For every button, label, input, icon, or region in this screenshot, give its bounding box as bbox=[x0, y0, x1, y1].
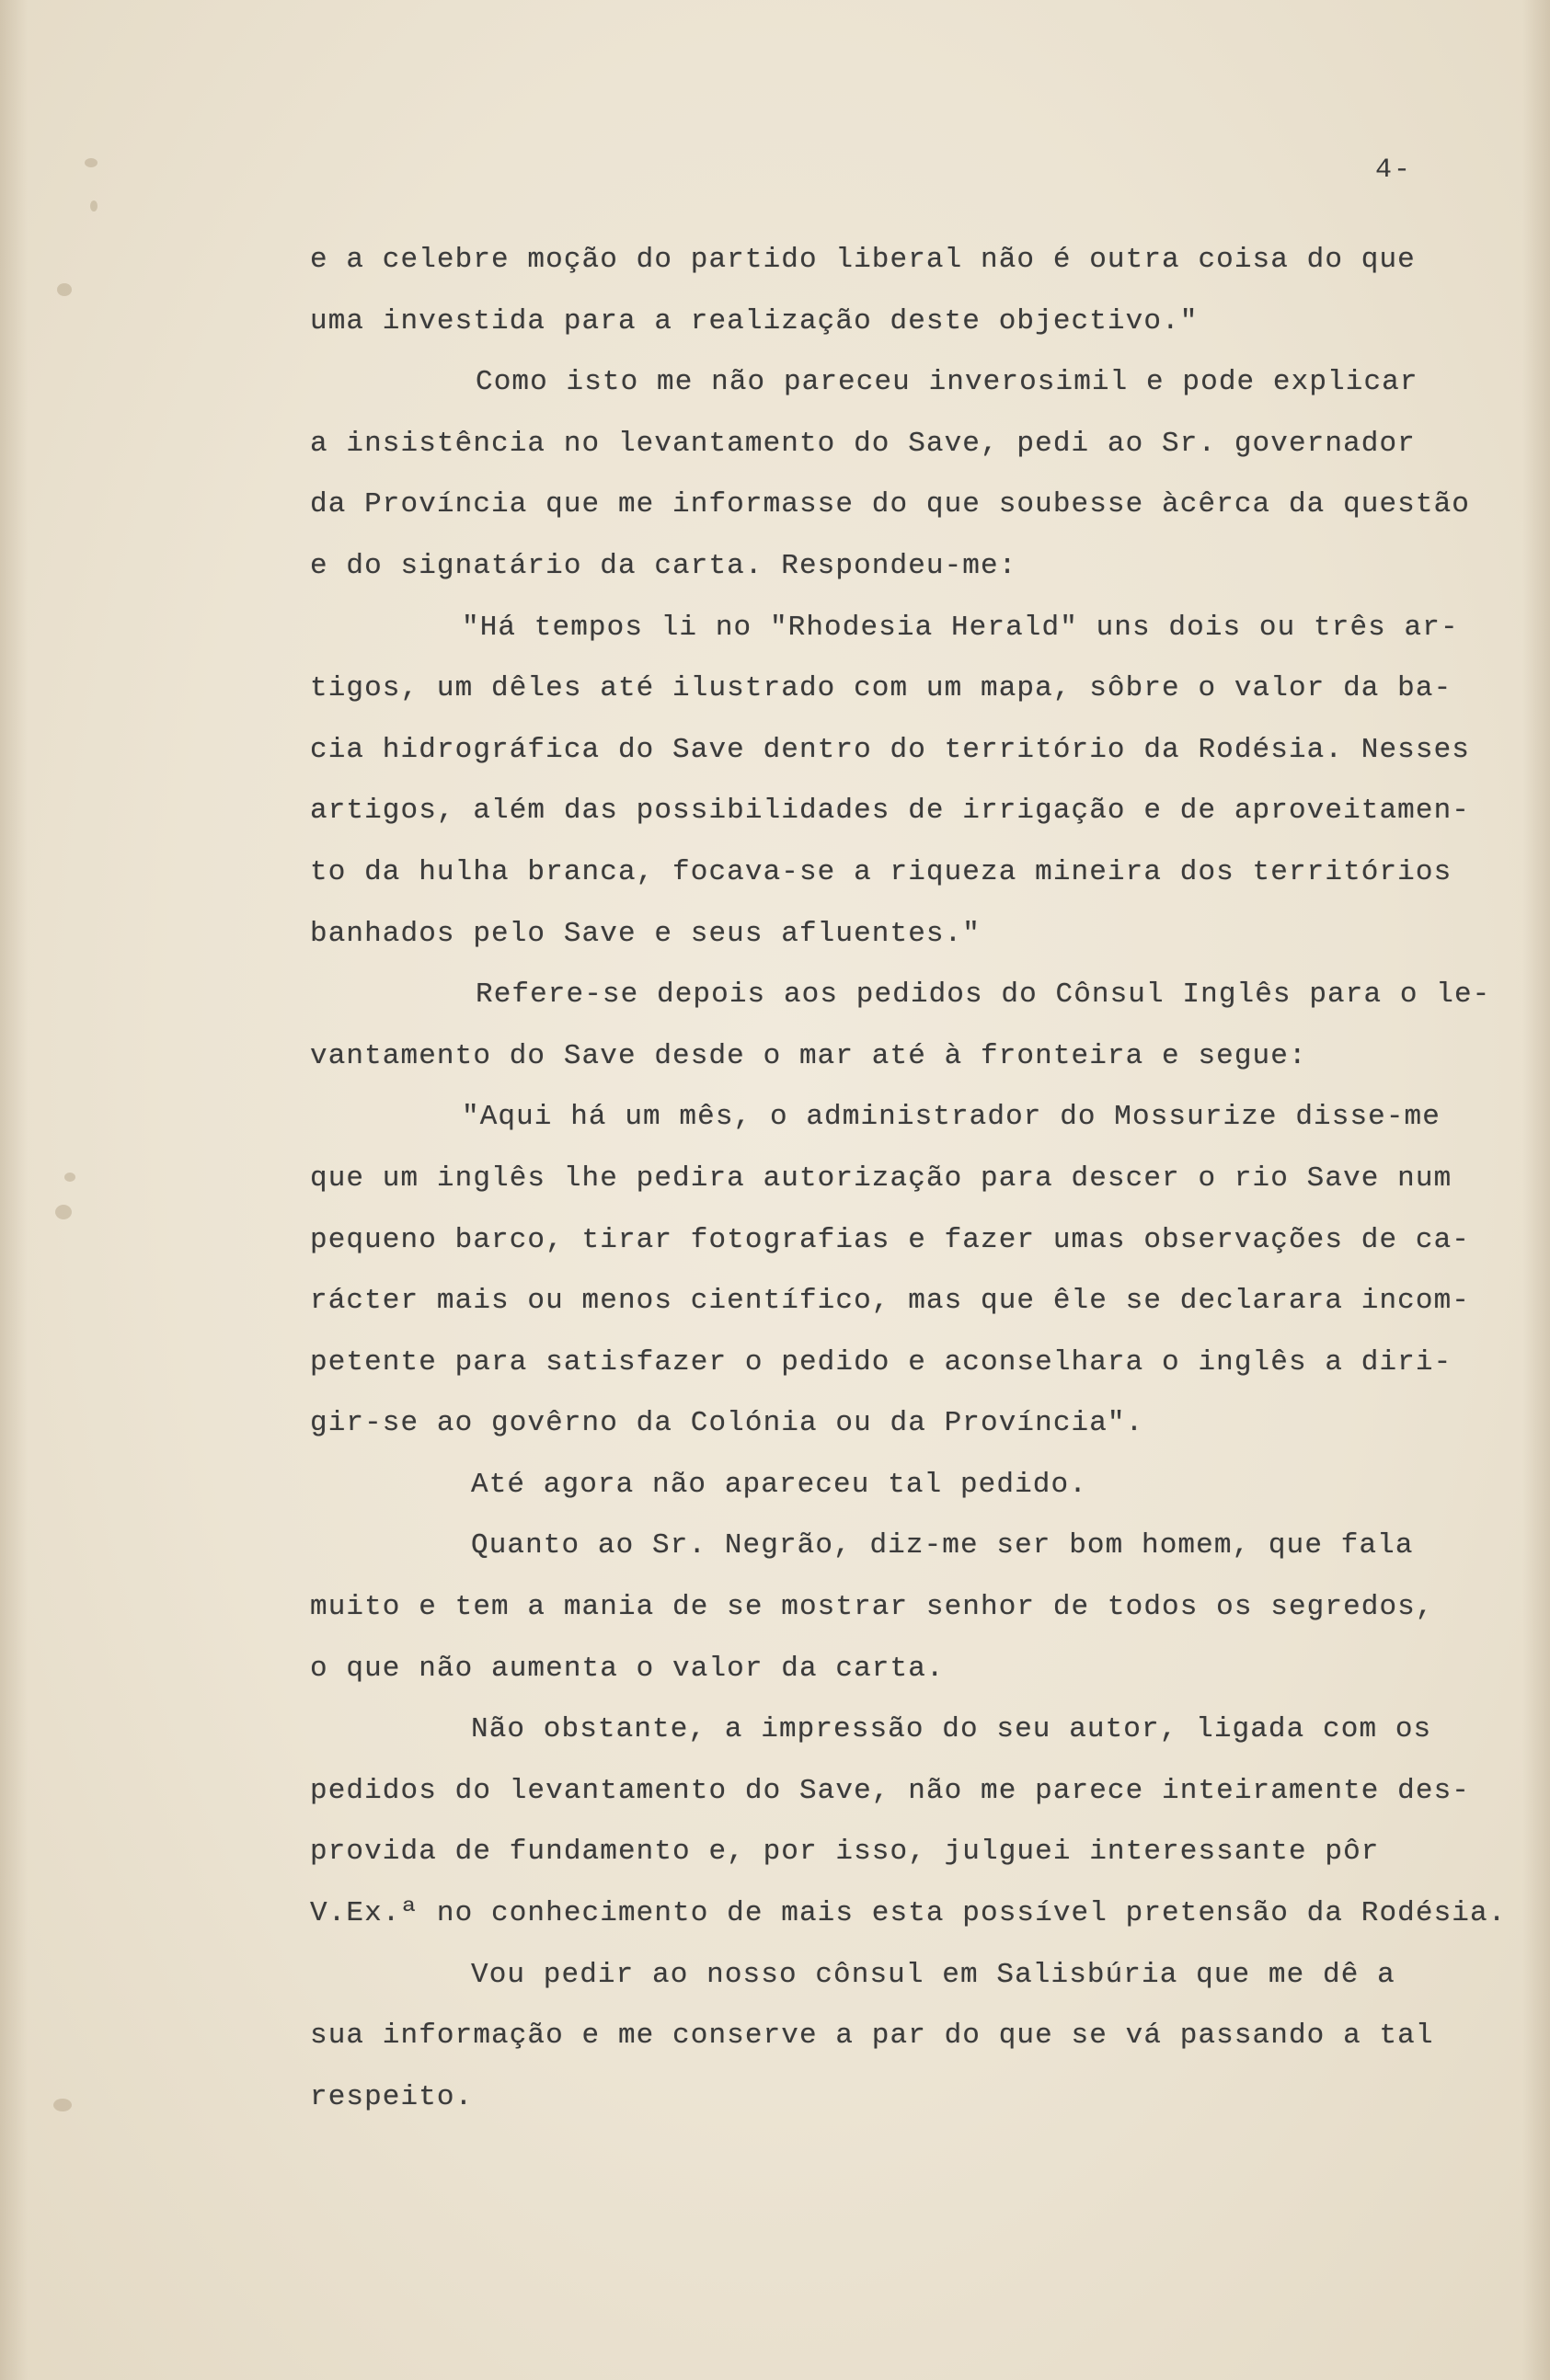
paper-stain bbox=[57, 283, 72, 296]
quote-line: banhados pelo Save e seus afluentes." bbox=[310, 917, 982, 950]
text-line: pedidos do levantamento do Save, não me parece inteiramente des- bbox=[310, 1774, 1470, 1807]
text-line: sua informação e me conserve a par do que se vá passando a tal bbox=[310, 2020, 1434, 2053]
paper-stain bbox=[64, 1173, 75, 1182]
text-line: da Província que me informasse do que soubesse àcêrca da questão bbox=[310, 488, 1470, 521]
text-line: o que não aumenta o valor da carta. bbox=[310, 1652, 945, 1685]
page-edge-left bbox=[0, 0, 28, 2380]
page-number: 4- bbox=[1375, 154, 1413, 186]
text-line: muito e tem a mania de se mostrar senhor de todos os segredos, bbox=[310, 1591, 1434, 1624]
text-line: a insistência no levantamento do Save, pedi ao Sr. governador bbox=[310, 427, 1416, 460]
quote-line: artigos, além das possibilidades de irrigação e de aproveitamen- bbox=[310, 795, 1470, 828]
quote-line: petente para satisfazer o pedido e aconselhara o inglês a diri- bbox=[310, 1345, 1452, 1379]
text-line: V.Ex.ª no conhecimento de mais esta possível pretensão da Rodésia. bbox=[310, 1897, 1507, 1930]
text-line: Até agora não apareceu tal pedido. bbox=[471, 1468, 1087, 1501]
quote-line: rácter mais ou menos científico, mas que êle se declarara incom- bbox=[310, 1285, 1470, 1318]
quote-line: cia hidrográfica do Save dentro do território da Rodésia. Nesses bbox=[310, 733, 1470, 766]
quote-line: gir-se ao govêrno da Colónia ou da Província". bbox=[310, 1407, 1144, 1440]
text-line: vantamento do Save desde o mar até à fronteira e segue: bbox=[310, 1039, 1307, 1072]
paper-stain bbox=[53, 2099, 72, 2111]
quote-line: "Aqui há um mês, o administrador do Mossurize disse-me bbox=[462, 1101, 1441, 1134]
quote-line: que um inglês lhe pedira autorização para descer o rio Save num bbox=[310, 1161, 1452, 1195]
quote-line: "Há tempos li no "Rhodesia Herald" uns dois ou três ar- bbox=[462, 611, 1459, 644]
text-line: respeito. bbox=[310, 2080, 474, 2113]
text-line: uma investida para a realização deste objectivo." bbox=[310, 304, 1199, 338]
text-line: e a celebre moção do partido liberal não é outra coisa do que bbox=[310, 244, 1416, 276]
text-line: e do signatário da carta. Respondeu-me: bbox=[310, 549, 1017, 582]
text-line: Não obstante, a impressão do seu autor, ligada com os bbox=[471, 1713, 1432, 1746]
quote-line: tigos, um dêles até ilustrado com um mapa, sôbre o valor da ba- bbox=[310, 672, 1452, 705]
quote-line: to da hulha branca, focava-se a riqueza mineira dos territórios bbox=[310, 855, 1452, 888]
paper-stain bbox=[90, 200, 98, 212]
text-line: Como isto me não pareceu inverosimil e pode explicar bbox=[476, 366, 1418, 399]
text-line: provida de fundamento e, por isso, julguei interessante pôr bbox=[310, 1836, 1380, 1869]
quote-line: pequeno barco, tirar fotografias e fazer umas observações de ca- bbox=[310, 1223, 1470, 1256]
paper-stain bbox=[55, 1205, 72, 1219]
text-line: Refere-se depois aos pedidos do Cônsul Inglês para o le- bbox=[476, 978, 1491, 1012]
typewritten-text bbox=[310, 237, 1533, 2135]
text-line: Quanto ao Sr. Negrão, diz-me ser bom homem, que fala bbox=[471, 1529, 1414, 1562]
paper-stain bbox=[85, 158, 98, 167]
text-line: Vou pedir ao nosso cônsul em Salisbúria que me dê a bbox=[471, 1958, 1395, 1991]
